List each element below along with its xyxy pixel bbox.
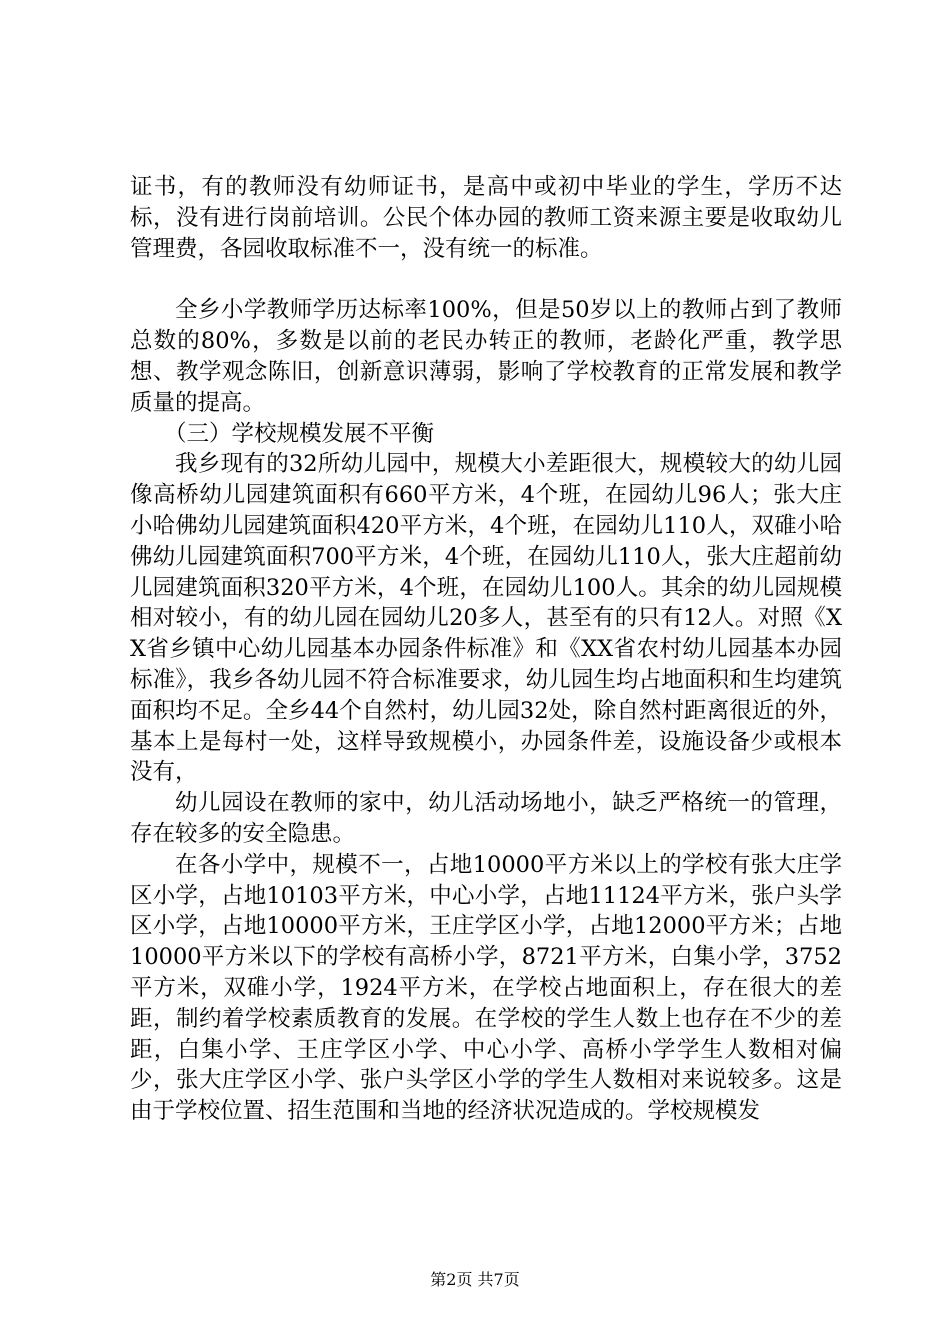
paragraph-teacher-qualification: 全乡小学教师学历达标率100%，但是50岁以上的教师占到了教师总数的80%，多数是以前的老民办转正的教师，老龄化严重，教学思想、教学观念陈旧，创新意识薄弱，影响了学校教育的正常发展和教学质量的提高。 (130, 297, 842, 416)
section-heading: （三）学校规模发展不平衡 (164, 420, 435, 447)
page-number: 第2页 共7页 (430, 1270, 520, 1289)
document-body (130, 172, 842, 1127)
paragraph-primary-school-scale: 在各小学中，规模不一，占地10000平方米以上的学校有张大庄学区小学，占地10103平方米，中心小学，占地11124平方米，张户头学区小学，占地10000平方米，王庄学区小学，占地12000平方米；占地10000平方米以下的学校有高桥小学，8721平方米，白集小学，3752平方米，双碓小学，1924平方米，在学校占地面积上，存在很大的差距，制约着学校素质教育的发展。在学校的学生人数上也存在不少的差距，白集小学、王庄学区小学、中心小学、高桥小学学生人数相对偏少，张大庄学区小学、张户头学区小学的学生人数相对来说较多。这是由于学校位置、招生范围和当地的经济状况造成的。学校规模发 (130, 851, 842, 1125)
paragraph-kindergarten-safety: 幼儿园设在教师的家中，幼儿活动场地小，缺乏严格统一的管理，存在较多的安全隐患。 (130, 790, 842, 847)
paragraph-kindergarten-scale: 我乡现有的32所幼儿园中，规模大小差距很大，规模较大的幼儿园像高桥幼儿园建筑面积有660平方米，4个班，在园幼儿96人；张大庄小哈佛幼儿园建筑面积420平方米，4个班，在园幼儿110人，双碓小哈佛幼儿园建筑面积700平方米，4个班，在园幼儿110人，张大庄超前幼儿园建筑面积320平方米，4个班，在园幼儿100人。其余的幼儿园规模相对较小，有的幼儿园在园幼儿20多人，甚至有的只有12人。对照《XX省乡镇中心幼儿园基本办园条件标准》和《XX省农村幼儿园基本办园标准》，我乡各幼儿园不符合标准要求，幼儿园生均占地面积和生均建筑面积均不足。全乡44个自然村，幼儿园32处，除自然村距离很近的外，基本上是每村一处，这样导致规模小，办园条件差，设施设备少或根本没有， (130, 451, 842, 786)
page-footer (0, 1270, 950, 1290)
paragraph-teacher-certificates: 证书，有的教师没有幼师证书，是高中或初中毕业的学生，学历不达标，没有进行岗前培训。公民个体办园的教师工资来源主要是收取幼儿管理费，各园收取标准不一，没有统一的标准。 (130, 174, 842, 262)
